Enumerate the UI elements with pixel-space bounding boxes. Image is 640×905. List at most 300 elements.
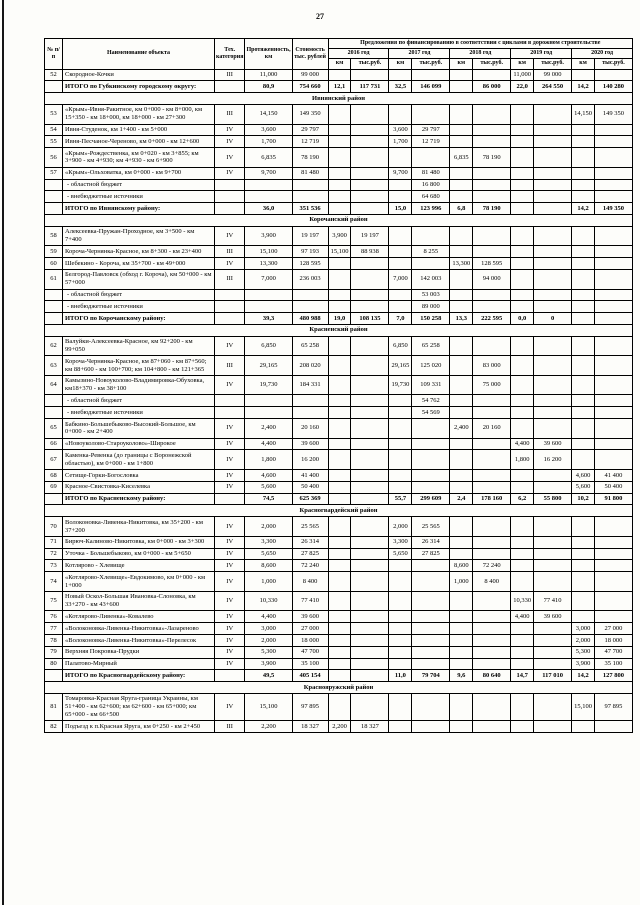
value-cell (215, 407, 245, 419)
table-row (45, 721, 633, 733)
value-cell (351, 69, 389, 81)
value-cell (473, 693, 511, 720)
value-cell: 29,165 (389, 356, 412, 376)
value-cell: 65 258 (412, 336, 450, 356)
value-cell (534, 536, 572, 548)
table-row (45, 269, 633, 289)
table-row (45, 591, 633, 611)
value-cell: 19 197 (292, 226, 328, 246)
value-cell (412, 148, 450, 168)
value-cell: 74 (45, 572, 63, 592)
value-cell (412, 560, 450, 572)
value-cell: 86 000 (473, 81, 511, 93)
value-cell: 63 (45, 356, 63, 376)
value-cell: 6,2 (511, 493, 534, 505)
value-cell (328, 258, 351, 270)
value-cell: 1,800 (511, 450, 534, 470)
value-cell (450, 646, 473, 658)
value-cell (450, 438, 473, 450)
object-name-cell: - областной бюджет (63, 395, 215, 407)
value-cell (389, 611, 412, 623)
value-cell (572, 611, 595, 623)
value-cell: 2,4 (450, 493, 473, 505)
value-cell (389, 148, 412, 168)
value-cell (534, 419, 572, 439)
value-cell: IV (215, 536, 245, 548)
value-cell (572, 136, 595, 148)
value-cell (473, 517, 511, 537)
col-subheader-rub: тыс.руб. (351, 59, 389, 69)
value-cell (351, 136, 389, 148)
value-cell (215, 395, 245, 407)
value-cell: 12,1 (328, 81, 351, 93)
value-cell: 2,000 (572, 635, 595, 647)
value-cell (328, 517, 351, 537)
value-cell: 27 000 (292, 623, 328, 635)
value-cell: IV (215, 470, 245, 482)
value-cell (328, 646, 351, 658)
value-cell: 4,400 (245, 611, 292, 623)
value-cell (351, 289, 389, 301)
section-row (45, 505, 633, 517)
value-cell (511, 124, 534, 136)
object-name-cell: Ивня-Студенок, км 1+400 - км 5+000 (63, 124, 215, 136)
value-cell (473, 407, 511, 419)
value-cell (511, 356, 534, 376)
value-cell: 35 100 (594, 658, 632, 670)
value-cell: IV (215, 167, 245, 179)
value-cell: 8,600 (245, 560, 292, 572)
value-cell (351, 375, 389, 395)
value-cell: 55 800 (534, 493, 572, 505)
value-cell (511, 289, 534, 301)
value-cell (450, 191, 473, 203)
value-cell (534, 269, 572, 289)
object-name-cell: «Котлярово-Ливенка»-Ковалево (63, 611, 215, 623)
value-cell: 19 197 (351, 226, 389, 246)
value-cell: 7,000 (245, 269, 292, 289)
value-cell: 108 135 (351, 313, 389, 325)
col-header-year-2016: 2016 год (328, 49, 389, 59)
value-cell: 3,900 (245, 226, 292, 246)
value-cell (572, 191, 595, 203)
value-cell (511, 623, 534, 635)
value-cell (389, 289, 412, 301)
value-cell: 50 400 (594, 481, 632, 493)
value-cell: 81 480 (412, 167, 450, 179)
object-name-cell: Скородное-Кочки (63, 69, 215, 81)
value-cell: 16 800 (412, 179, 450, 191)
value-cell (534, 560, 572, 572)
value-cell (534, 124, 572, 136)
value-cell: 72 (45, 548, 63, 560)
value-cell (511, 481, 534, 493)
value-cell (511, 517, 534, 537)
value-cell: 32,5 (389, 81, 412, 93)
value-cell (511, 246, 534, 258)
col-subheader-rub: тыс.руб. (534, 59, 572, 69)
value-cell: 10,330 (245, 591, 292, 611)
value-cell: 50 400 (292, 481, 328, 493)
value-cell (534, 104, 572, 124)
value-cell (511, 226, 534, 246)
value-cell (572, 313, 595, 325)
object-name-cell: Валуйки-Алексеевка-Красное, км 92+200 - км 99+050 (63, 336, 215, 356)
value-cell: 15,0 (389, 203, 412, 215)
value-cell (351, 203, 389, 215)
value-cell: 2,000 (245, 517, 292, 537)
value-cell (351, 635, 389, 647)
value-cell: 99 000 (534, 69, 572, 81)
value-cell: 59 (45, 246, 63, 258)
value-cell (450, 407, 473, 419)
value-cell (389, 721, 412, 733)
value-cell: 97 895 (292, 693, 328, 720)
value-cell: 4,600 (572, 470, 595, 482)
object-name-cell: Верхняя Покровка-Прудки (63, 646, 215, 658)
value-cell: 29,165 (245, 356, 292, 376)
object-name-cell: - областной бюджет (63, 179, 215, 191)
value-cell: 1,000 (245, 572, 292, 592)
value-cell: 82 (45, 721, 63, 733)
value-cell: 75 (45, 591, 63, 611)
value-cell: 5,600 (245, 481, 292, 493)
value-cell (245, 407, 292, 419)
value-cell: 10,330 (511, 591, 534, 611)
table-row (45, 258, 633, 270)
table-row (45, 536, 633, 548)
value-cell: 4,600 (245, 470, 292, 482)
col-header-category: Тех. категория (215, 39, 245, 70)
value-cell (534, 148, 572, 168)
value-cell: IV (215, 438, 245, 450)
value-cell (328, 623, 351, 635)
value-cell (389, 623, 412, 635)
value-cell (473, 536, 511, 548)
value-cell (473, 623, 511, 635)
value-cell: 77 410 (292, 591, 328, 611)
value-cell: 3,000 (572, 623, 595, 635)
value-cell (328, 203, 351, 215)
value-cell (572, 419, 595, 439)
value-cell (572, 179, 595, 191)
value-cell: IV (215, 611, 245, 623)
value-cell (572, 269, 595, 289)
value-cell: 62 (45, 336, 63, 356)
value-cell: 15,100 (572, 693, 595, 720)
value-cell: 75 000 (473, 375, 511, 395)
value-cell (45, 670, 63, 682)
value-cell (473, 69, 511, 81)
value-cell (328, 450, 351, 470)
object-name-cell: ИТОГО по Красногвардейскому району: (63, 670, 215, 682)
value-cell (45, 179, 63, 191)
value-cell (45, 313, 63, 325)
value-cell: 27 825 (412, 548, 450, 560)
value-cell: IV (215, 560, 245, 572)
value-cell: 80 (45, 658, 63, 670)
value-cell (351, 336, 389, 356)
value-cell (351, 269, 389, 289)
value-cell (511, 104, 534, 124)
value-cell (594, 301, 632, 313)
object-name-cell: Новый Оскол-Большая Ивановка-Слоновка, км 33+270 - км 43+600 (63, 591, 215, 611)
value-cell: 1,700 (389, 136, 412, 148)
value-cell (215, 179, 245, 191)
value-cell (594, 395, 632, 407)
value-cell: 54 762 (412, 395, 450, 407)
value-cell (534, 407, 572, 419)
value-cell (511, 269, 534, 289)
value-cell: 25 565 (292, 517, 328, 537)
value-cell (572, 548, 595, 560)
value-cell (511, 395, 534, 407)
value-cell: 16 200 (534, 450, 572, 470)
value-cell: 10,2 (572, 493, 595, 505)
sub-row (45, 301, 633, 313)
value-cell (412, 481, 450, 493)
value-cell (511, 721, 534, 733)
value-cell: IV (215, 336, 245, 356)
value-cell (511, 470, 534, 482)
value-cell: 71 (45, 536, 63, 548)
value-cell: 55,7 (389, 493, 412, 505)
value-cell (534, 289, 572, 301)
scan-edge-line (2, 0, 4, 905)
section-row (45, 214, 633, 226)
object-name-cell: - внебюджетные источники (63, 407, 215, 419)
object-name-cell: Алексеевка-Пружан-Проходное, км 3+500 - км 7+400 (63, 226, 215, 246)
value-cell (328, 179, 351, 191)
value-cell (215, 203, 245, 215)
col-header-year-2017: 2017 год (389, 49, 450, 59)
value-cell (215, 670, 245, 682)
value-cell (511, 572, 534, 592)
value-cell (412, 646, 450, 658)
value-cell: 2,400 (450, 419, 473, 439)
value-cell (534, 623, 572, 635)
value-cell: 88 938 (351, 246, 389, 258)
value-cell (473, 136, 511, 148)
value-cell: 20 160 (473, 419, 511, 439)
value-cell: 36,0 (245, 203, 292, 215)
value-cell: 0,0 (511, 313, 534, 325)
value-cell (511, 635, 534, 647)
value-cell (534, 658, 572, 670)
value-cell: IV (215, 375, 245, 395)
value-cell: 3,000 (245, 623, 292, 635)
value-cell: 3,900 (245, 658, 292, 670)
value-cell (450, 548, 473, 560)
value-cell: 47 700 (292, 646, 328, 658)
value-cell: 6,8 (450, 203, 473, 215)
value-cell (412, 572, 450, 592)
value-cell (473, 635, 511, 647)
value-cell: 18 327 (351, 721, 389, 733)
value-cell: 55 (45, 136, 63, 148)
value-cell (534, 136, 572, 148)
col-subheader-rub: тыс.руб. (594, 59, 632, 69)
value-cell: 81 480 (292, 167, 328, 179)
value-cell: IV (215, 635, 245, 647)
object-name-cell: «Волоконовка-Ливенка-Никитовка»-Лазареново (63, 623, 215, 635)
value-cell: 625 369 (292, 493, 328, 505)
value-cell (450, 395, 473, 407)
total-row (45, 670, 633, 682)
value-cell (45, 191, 63, 203)
value-cell (351, 572, 389, 592)
section-label: Ивнянский район (45, 93, 633, 105)
value-cell: IV (215, 226, 245, 246)
value-cell: 29 797 (292, 124, 328, 136)
value-cell (450, 635, 473, 647)
value-cell (534, 470, 572, 482)
value-cell (328, 289, 351, 301)
value-cell (45, 203, 63, 215)
object-name-cell: Котлярово - Хлевище (63, 560, 215, 572)
object-name-cell: - внебюджетные источники (63, 301, 215, 313)
value-cell (473, 191, 511, 203)
value-cell (534, 226, 572, 246)
value-cell (594, 450, 632, 470)
value-cell: 299 609 (412, 493, 450, 505)
value-cell (450, 69, 473, 81)
value-cell (328, 481, 351, 493)
value-cell (351, 611, 389, 623)
value-cell: 2,200 (328, 721, 351, 733)
value-cell: 78 190 (292, 148, 328, 168)
value-cell (351, 179, 389, 191)
value-cell (245, 191, 292, 203)
value-cell (450, 591, 473, 611)
value-cell (412, 226, 450, 246)
value-cell (594, 313, 632, 325)
value-cell (534, 693, 572, 720)
sub-row (45, 289, 633, 301)
value-cell (389, 419, 412, 439)
value-cell: 1,700 (245, 136, 292, 148)
table-row (45, 450, 633, 470)
value-cell (572, 536, 595, 548)
value-cell: 54 (45, 124, 63, 136)
value-cell (594, 356, 632, 376)
value-cell: 2,000 (245, 635, 292, 647)
value-cell: 9,700 (245, 167, 292, 179)
value-cell (389, 591, 412, 611)
value-cell: 12 719 (292, 136, 328, 148)
value-cell: 15,100 (328, 246, 351, 258)
value-cell (594, 179, 632, 191)
table-row (45, 375, 633, 395)
value-cell: 11,0 (389, 670, 412, 682)
object-name-cell: Ивня-Песчаное-Череново, км 0+000 - км 12+600 (63, 136, 215, 148)
value-cell (594, 167, 632, 179)
value-cell (328, 560, 351, 572)
value-cell (450, 104, 473, 124)
value-cell (511, 136, 534, 148)
value-cell: 79 704 (412, 670, 450, 682)
value-cell (473, 721, 511, 733)
value-cell (450, 470, 473, 482)
value-cell: 69 (45, 481, 63, 493)
value-cell (511, 179, 534, 191)
sub-row (45, 407, 633, 419)
object-name-cell: Бабкино-Большебыково-Высокий-Большое, км 0+000 - км 2+400 (63, 419, 215, 439)
value-cell (412, 693, 450, 720)
header-row-1 (45, 39, 633, 49)
value-cell (534, 301, 572, 313)
value-cell: IV (215, 450, 245, 470)
sub-row (45, 395, 633, 407)
value-cell (511, 536, 534, 548)
value-cell: 236 003 (292, 269, 328, 289)
object-name-cell: «Крым»-Ольховатка, км 0+000 - км 9+700 (63, 167, 215, 179)
value-cell (328, 693, 351, 720)
value-cell: 14,2 (572, 670, 595, 682)
table-row (45, 560, 633, 572)
value-cell (215, 289, 245, 301)
value-cell (389, 191, 412, 203)
value-cell (594, 336, 632, 356)
table-row (45, 167, 633, 179)
value-cell (328, 470, 351, 482)
col-header-year-2019: 2019 год (511, 49, 572, 59)
value-cell: 754 660 (292, 81, 328, 93)
value-cell (351, 623, 389, 635)
value-cell: 18 000 (292, 635, 328, 647)
value-cell: 4,400 (511, 611, 534, 623)
total-row (45, 203, 633, 215)
value-cell (245, 289, 292, 301)
object-name-cell: «Волоконовка-Ливенка-Никитовка»-Перелесок (63, 635, 215, 647)
value-cell: 91 800 (594, 493, 632, 505)
value-cell (594, 438, 632, 450)
value-cell (450, 517, 473, 537)
col-subheader-km: км (450, 59, 473, 69)
value-cell: 22,0 (511, 81, 534, 93)
value-cell (389, 258, 412, 270)
value-cell (594, 572, 632, 592)
value-cell (594, 226, 632, 246)
value-cell (511, 203, 534, 215)
value-cell (572, 289, 595, 301)
value-cell (328, 670, 351, 682)
object-name-cell: Белгород-Павловск (обход г. Короча), км 50+000 - км 57+000 (63, 269, 215, 289)
value-cell (328, 69, 351, 81)
value-cell: IV (215, 481, 245, 493)
value-cell (594, 148, 632, 168)
value-cell (572, 124, 595, 136)
value-cell: 29 797 (412, 124, 450, 136)
section-row (45, 682, 633, 694)
value-cell (351, 591, 389, 611)
value-cell: 13,300 (450, 258, 473, 270)
value-cell: 19,0 (328, 313, 351, 325)
value-cell (45, 395, 63, 407)
object-name-cell: Подъезд к п.Красная Яруга, км 0+250 - км 2+450 (63, 721, 215, 733)
value-cell (215, 191, 245, 203)
value-cell (572, 301, 595, 313)
value-cell: 64 (45, 375, 63, 395)
value-cell: 78 190 (473, 148, 511, 168)
value-cell: 80,9 (245, 81, 292, 93)
value-cell (328, 395, 351, 407)
value-cell (389, 407, 412, 419)
value-cell (412, 470, 450, 482)
value-cell: 72 240 (292, 560, 328, 572)
table-row (45, 356, 633, 376)
value-cell: 6,850 (389, 336, 412, 356)
